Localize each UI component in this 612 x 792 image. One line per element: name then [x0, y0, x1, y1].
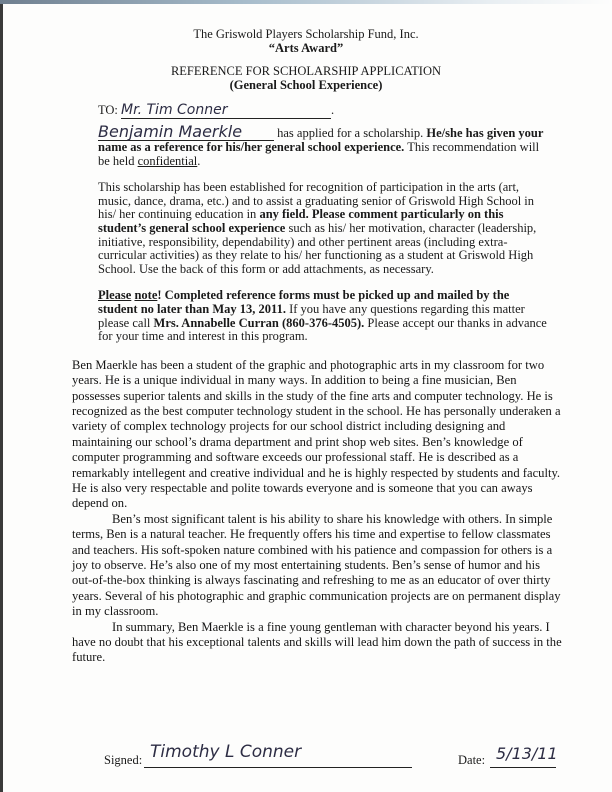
- note-note: note: [134, 288, 158, 303]
- letter-text-1: Ben Maerkle has been a student of the graphic and photographic arts in my classroom for two years. He is a unique individual in many ways. In addition to being a fine musician, Ben possesses superior talents and skills in the study of the fine arts and computer technology. He is recognized as the best computer technology student in the school. He has personally underaken a variety of complex technology projects for our school district including designing and maintaining our school’s drama department and print shop web sites. Ben’s knowledge of computer programming and software exceeds our professional staff. He is described as a remarkably intellegent and creative individual and he is highly respected by students and faculty. He is also very respectable and polite towards everyone and is someone that you can aways depend on.: [72, 357, 561, 511]
- award-name: “Arts Award”: [268, 40, 344, 55]
- letter-text-3: In summary, Ben Maerkle is a fine young gentleman with character beyond his years. I have no doubt that his exceptional talents and skills will lead him down the path of success in the future.: [72, 619, 562, 665]
- note-deadline: ! Completed reference forms must be picked up and mailed by the student no later than May 13, 2011.: [98, 288, 510, 316]
- signature-field[interactable]: Timothy L Conner: [150, 741, 302, 762]
- signature-row: [0, 736, 612, 780]
- note-please: Please: [98, 288, 132, 303]
- instructions-text-2: such as his/ her motivation, character (leadership, initiative, responsibility, dependability) and other pertinent areas (including extra-curricular activities) as they relate to his/ her functioning as a student at Griswold High School. Use the back of this form or add attachments, as necessary.: [98, 220, 537, 276]
- applicant-bold-text: He/she has given your name as a reference for his/her general school experience.: [98, 126, 544, 154]
- applicant-name-field[interactable]: Benjamin Maerkle: [98, 123, 274, 141]
- letter-paragraph-1: [72, 358, 562, 512]
- scan-edge-left: [0, 4, 3, 792]
- org-name: The Griswold Players Scholarship Fund, Inc.: [193, 27, 419, 41]
- note-paragraph: [98, 289, 550, 343]
- applicant-statement: [98, 123, 550, 168]
- note-contact: Mrs. Annabelle Curran (860-376-4505).: [153, 315, 365, 330]
- applicant-text: has applied for a scholarship.: [274, 126, 427, 140]
- confidential-text: confidential: [137, 153, 198, 168]
- date-label: Date:: [458, 752, 486, 767]
- letter-paragraph-2: [72, 512, 562, 620]
- note-text: If you have any questions regarding this matter please call: [98, 301, 525, 330]
- to-field[interactable]: Mr. Tim Conner: [121, 102, 331, 119]
- date-field[interactable]: 5/13/11: [496, 743, 558, 763]
- instructions-paragraph: [98, 181, 550, 276]
- to-field-row: [98, 102, 550, 119]
- applicant-end: .: [197, 153, 201, 168]
- letter-text-2: Ben’s most significant talent is his ability to share his knowledge with others. In simple terms, Ben is a natural teacher. He frequently offers his time and expertise to fellow classmates and teachers. His soft-spoken nature combined with his patience and compassion for others is a joy to observe. He’s also one of my most entertaining students. Ben’s sense of humor and his out-of-the-box thinking is always fascinating and refreshing to me as an educator of over thirty years. Several of his photographic and graphic communication projects are on permanent display in my classroom.: [72, 511, 561, 619]
- scan-edge-top: [0, 0, 612, 4]
- to-label: TO:: [98, 103, 118, 117]
- date-line: [490, 767, 556, 768]
- note-text-2: Please accept our thanks in advance for your time and interest in this program.: [98, 315, 547, 344]
- applicant-text-2: This recommendation will be held: [98, 140, 540, 168]
- instructions-bold: any field. Please comment particularly on this student’s general school experience: [98, 207, 504, 235]
- to-end: .: [331, 103, 335, 117]
- form-subtitle: (General School Experience): [229, 77, 383, 92]
- instructions-text: This scholarship has been established for recognition of participation in the arts (art, music, dance, drama, etc.) and to assist a graduating senior of Griswold High School in his/ her continuing education in: [98, 180, 535, 222]
- form-title: REFERENCE FOR SCHOLARSHIP APPLICATION: [170, 64, 442, 78]
- signature-line: [144, 767, 412, 768]
- letter-paragraph-3: [72, 620, 562, 666]
- signed-label: Signed:: [104, 752, 143, 767]
